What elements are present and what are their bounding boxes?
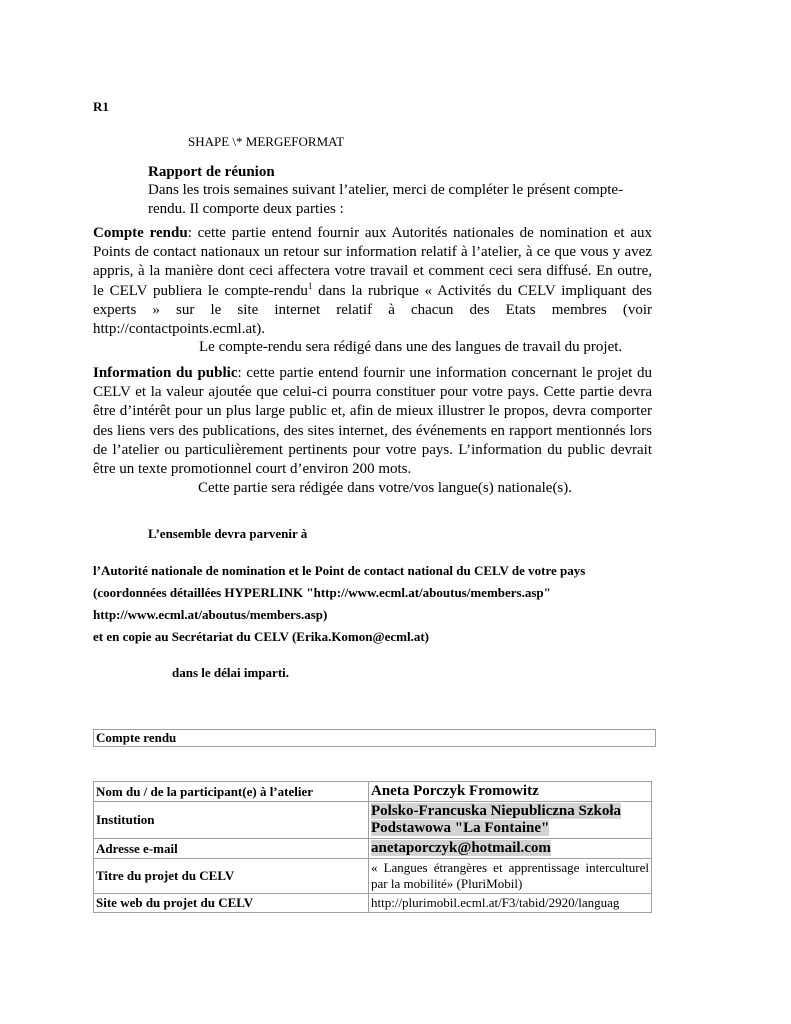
- row-label: Site web du projet du CELV: [94, 894, 369, 913]
- information-public-term: Information du public: [93, 365, 238, 381]
- compte-rendu-text-cont: dans la rubrique « Activités du CELV impliquant des experts » sur le site internet relatif à chacun des Etats membres (voir http://contactpoints.ecml.at).: [93, 282, 653, 338]
- compte-rendu-text: : cette partie entend fournir aux Autorités nationales de nomination et aux Points de contact nationaux un retour sur information relatif à l’atelier, à ce que vous y avez appris, à la manière dont ceci affectera votre travail et comment ceci sera diffusé. En outre, le CELV publiera le compte-rendu: [93, 225, 652, 299]
- project-title-value: « Langues étrangères et apprentissage interculturel par la mobilité» (PluriMobil): [369, 859, 652, 894]
- shape-field-code: SHAPE \* MERGEFORMAT: [188, 134, 345, 149]
- members-link[interactable]: http://www.ecml.at/aboutus/members.asp): [93, 607, 328, 622]
- coordonnees-line: (coordonnées détaillées HYPERLINK "http://www.ecml.at/aboutus/members.asp": [93, 585, 551, 600]
- compte-rendu-box: Compte rendu: [93, 729, 656, 747]
- delai-line: dans le délai imparti.: [172, 665, 290, 680]
- compte-rendu-paragraph: [93, 224, 652, 339]
- table-row: [94, 894, 652, 913]
- copie-line: et en copie au Secrétariat du CELV (Erika.Komon@ecml.at): [93, 629, 429, 644]
- footnote-ref[interactable]: 1: [307, 280, 313, 291]
- row-label: Adresse e-mail: [94, 839, 369, 859]
- table-row: [94, 839, 652, 859]
- email-value[interactable]: anetaporczyk@hotmail.com: [371, 840, 551, 856]
- information-public-paragraph: [93, 364, 652, 479]
- row-label: Titre du projet du CELV: [94, 859, 369, 894]
- table-row: [94, 782, 652, 802]
- report-intro: Dans les trois semaines suivant l’atelier, merci de compléter le présent compte-rendu. Il comporte deux parties :: [148, 182, 624, 217]
- autorite-line: l’Autorité nationale de nomination et le Point de contact national du CELV de votre pays: [93, 563, 586, 578]
- participant-info-table: [93, 781, 652, 913]
- compte-rendu-language-note: Le compte-rendu sera rédigé dans une des langues de travail du projet.: [199, 339, 623, 355]
- information-public-text: : cette partie entend fournir une information concernant le projet du CELV et la valeur ajoutée que celui-ci pourra constituer pour votre pays. Cette partie devra être d’intérêt pour un plus large public et, afin de mieux illustrer le propos, devra comporter des liens vers des publications, des sites internet, des événements en rapport mentionnés lors de l’atelier ou particulièrement pertinents pour votre pays. L’information du public devrait être un texte promotionnel court d’environ 200 mots.: [93, 365, 652, 478]
- row-value: [369, 839, 652, 859]
- compte-rendu-term: Compte rendu: [93, 225, 188, 241]
- row-value: [369, 782, 652, 802]
- row-value: [369, 894, 652, 913]
- ensemble-heading: L’ensemble devra parvenir à: [148, 526, 308, 541]
- table-row: [94, 859, 652, 894]
- section-label: R1: [93, 99, 109, 114]
- participant-name: Aneta Porczyk Fromowitz: [371, 783, 539, 799]
- row-label: Nom du / de la participant(e) à l’atelier: [94, 782, 369, 802]
- project-website-link[interactable]: http://plurimobil.ecml.at/F3/tabid/2920/languag: [371, 895, 620, 910]
- row-value: [369, 802, 652, 839]
- report-title: Rapport de réunion: [148, 164, 275, 180]
- table-row: [94, 802, 652, 839]
- information-public-language-note: Cette partie sera rédigée dans votre/vos langue(s) nationale(s).: [198, 480, 573, 496]
- institution-value: Polsko-Francuska Niepubliczna Szkoła Podstawowa "La Fontaine": [371, 803, 622, 836]
- row-label: Institution: [94, 802, 369, 839]
